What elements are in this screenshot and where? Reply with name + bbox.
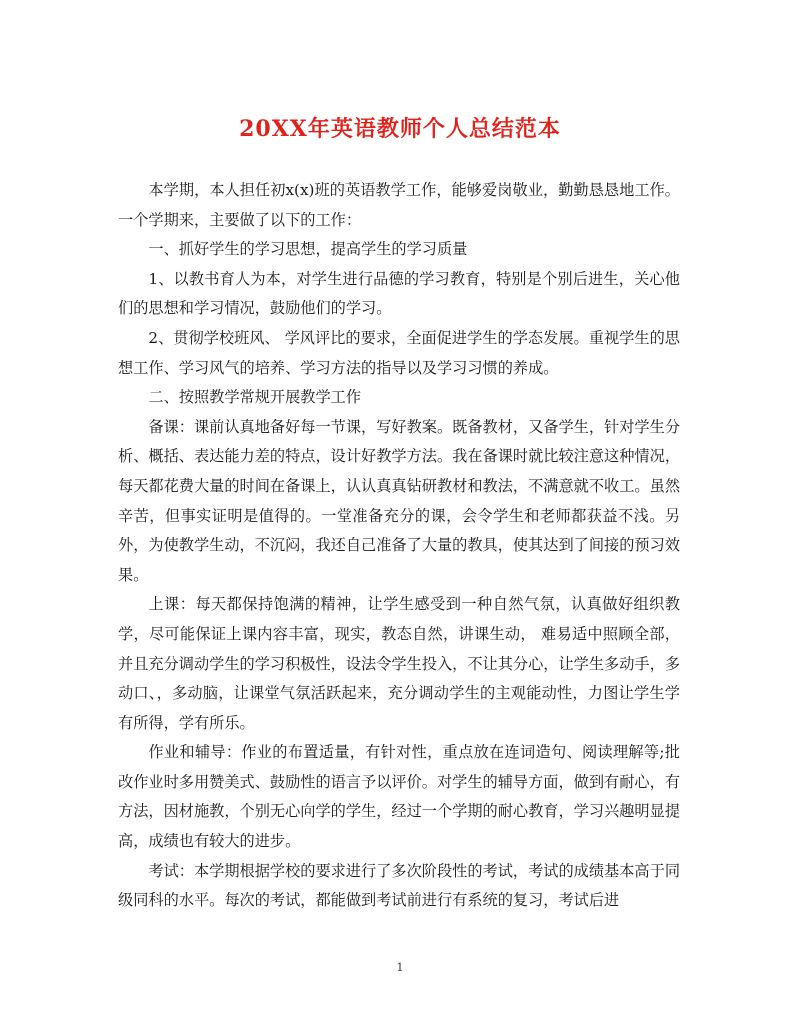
paragraph-exams: 考试：本学期根据学校的要求进行了多次阶段性的考试，考试的成绩基本高于同级同科的水平。每次的考试，都能做到考试前进行有系统的复习，考试后进: [118, 861, 680, 910]
paragraph-teaching: 上课：每天都保持饱满的精神，让学生感受到一种自然气氛，认真做好组织教学，尽可能保证上课内容丰富，现实，教态自然，讲课生动， 难易适中照顾全部，并且充分调动学生的学习积极性，设法令学生投入，不让其分心，让学生多动手，多动口、，多动脑，让课堂气氛活跃起来，充分调动学生的主观能动性，力图让学生学有所得，学有所乐。: [118, 595, 680, 732]
paragraph-intro: 本学期，本人担任初x(x)班的英语教学工作，能够爱岗敬业，勤勤恳恳地工作。一个学期来，主要做了以下的工作：: [118, 181, 680, 229]
paragraph-item-1: 1、以教书育人为本，对学生进行品德的学习教育，特别是个别后进生，关心他们的思想和学习情况，鼓励他们的学习。: [118, 269, 680, 318]
section-heading-1: 一、抓好学生的学习思想，提高学生的学习质量: [148, 240, 468, 259]
section-heading-2: 二、按照教学常规开展教学工作: [148, 388, 362, 407]
document-title: 20XX年英语教师个人总结范本: [239, 116, 561, 142]
paragraph-homework: 作业和辅导：作业的布置适量，有针对性，重点放在连词造句、阅读理解等;批改作业时多用赞美式、鼓励性的语言予以评价。对学生的辅导方面，做到有耐心，有方法，因材施教，个别无心向学的学生，经过一个学期的耐心教育，学习兴趣明显提高，成绩也有较大的进步。: [118, 743, 680, 851]
page-number: 1: [396, 961, 404, 974]
document-body: [118, 176, 680, 916]
paragraph-item-2: 2、贯彻学校班风、 学风评比的要求，全面促进学生的学态发展。重视学生的思想工作、学习风气的培养、学习方法的指导以及学习习惯的养成。: [118, 328, 680, 377]
paragraph-lesson-prep: 备课：课前认真地备好每一节课，写好教案。既备教材，又备学生，针对学生分析、概括、表达能力差的特点，设计好教学方法。我在备课时就比较注意这种情况，每天都花费大量的时间在备课上，认认真真钻研教材和教法，不满意就不收工。虽然辛苦，但事实证明是值得的。一堂准备充分的课，会令学生和老师都获益不浅。另外，为使教学生动，不沉闷，我还自己准备了大量的教具，使其达到了间接的预习效果。: [118, 417, 680, 584]
